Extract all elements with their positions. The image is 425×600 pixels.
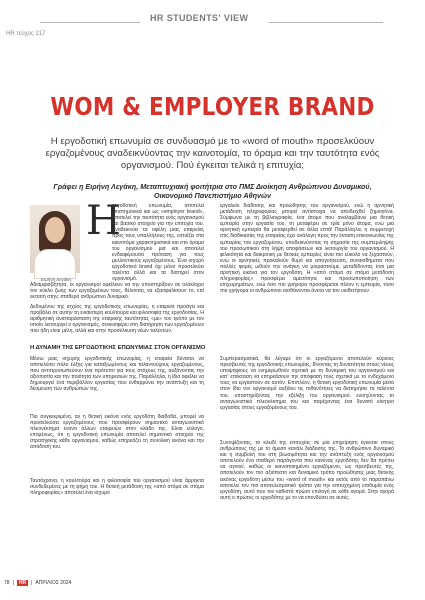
article-byline: Γράφει η Ειρήνη Λεγάκη, Μεταπτυχιακή φοιτήτρια στο ΠΜΣ Διοίκηση Ανθρώπινου Δυναμικού, Οικονομικό Πανεπιστήμιο Αθηνών [53, 182, 372, 200]
issue-number: HR τεύχος 217 [6, 31, 46, 37]
left-col-intro: εργοδοτική επωνυμία, αποτελεί επιστημονικά και ως «employer brand», αποτελεί την ταυτότητα ενός οργανισμού και βασικό στοιχείο για την επιτυχία του. Αναδεικνύει τα οφέλη μιας εταιρείας προς τους υπαλλήλους της, εστιάζει στα καινοτόμα χαρακτηριστικά και στο όραμα του οργανισμού μια και αποτελεί ενδιαφέρουσα πρόταση για τους μελλοντικούς εργαζομένους. Ένα ισχυρό εργοδοτικό brand όχι μόνο προσελκύει ταλέντα αλλά και τα διατηρεί στον οργανισμό. [112, 203, 204, 283]
article-lead: Η εργοδοτική επωνυμία σε συνδυασμό με το «word of mouth» προσελκύουν εργαζομένους αναδεικνύοντας την καινοτομία, το όραμα και την ταυτότητα ενός οργανισμού. Πού έγκειται τελικά η επιτυχία; [45, 136, 380, 171]
section-heading: Η ΔΥΝΑΜΗ ΤΗΣ ΕΡΓΟΔΟΤΙΚΗΣ ΕΠΩΝΥΜΙΑΣ ΣΤΟΝ ΟΡΓΑΝΙΣΜΟ [30, 345, 206, 351]
author-photo-shirt [34, 249, 76, 279]
left-col-para-4: Μέσω μιας ισχυρής εργοδοτικής επωνυμίας, η εταιρεία δύναται να αποτελέσει πόλο έλξης για καταξιωμένους και ταλαντούχους εργαζομένους, που αντιπροσωπεύουν ένα πρότυπο για τους στόχους της, αυξάνοντας την αξιοπιστία και την ποιότητα των υπηρεσιών της. Παράλληλα, η ίδια οφείλει να δημιουργεί ένα περιβάλλον εργασίας που ενθαρρύνει την ανάπτυξη και τη δέσμευση των ανθρώπων της. [30, 356, 204, 393]
left-col-para-6: Ταυτόχρονα, η κουλτούρα και η φιλοσοφία του οργανισμού είναι άρρηκτα συνδεδεμένες με τη φήμη του. Η θετική μετάδοση της «από στόμα σε στόμα πληροφορίας» αποτελεί ένα ισχυρό [30, 478, 204, 497]
right-col-para-3: Συνοψίζοντας, το κλειδί της επιτυχίας σε μία επιχείρηση έγκειται στους ανθρώπους της με το άμεσο κανάλι διάδοσης της. Το ανθρώπινο δυναμικό και η συμβολή του στη βιωσιμότητα και την ανάπτυξη ενός οργανισμού αποτελούν ένα σταθερό παράγοντα που κανένας εργοδότης δεν θα πρέπει να αγνοεί, καθώς οι ικανοποιημένοι εργαζόμενοι, ως πρεσβευτές της, αποτελούν τον πιο αξιόπιστο και δυναμικό τρόπο προώθησης μιας θετικής εικόνας εργοδότη μέσω του «word of mouth» και εκτός από το παραπάνω αποτελεί τον πιο αποτελεσματικό τρόπο για την επιτυχημένη επιθυμία ενός εργοδότη, αυτό που τον καθιστά πρώτο επιλογή σε κάθε αγορά. Στην αγορά αυτή ο πρώτος οι εργοδότης με το να επενδύσει σε αυτές. [220, 440, 394, 501]
section-tag: HR STUDENTS' VIEW [150, 13, 249, 23]
magazine-logo: HR [18, 580, 27, 586]
left-col-para-2: Αδιαμφισβήτητα, οι οργανισμοί οφείλουν να την υποστηρίξουν σε ολόκληρο τον κύκλο ζωής των εργαζομένων τους, θέλοντας να εξασφαλίσουν το, επί εκτασή στην, σταθερό ανθρώπινο δυναμικό. [30, 282, 204, 301]
author-photo [30, 205, 80, 273]
page-number: 78 [4, 580, 10, 586]
section-rule-left [40, 22, 140, 23]
author-photo-face [45, 217, 65, 243]
right-col-para-2: Συμπερασματικά, θα λέγαμε ότι οι εργαζόμενοι αποτελούν κύριους πρεσβευτές της εργοδοτικής επωνυμίας, δίνοντας τη δυνατότητα στους νέους υποψήφιους να ενημερωθούν σχετικά με τη δυναμική του οργανισμού και κατ' επέκταση να επηρεάσουν την απόφασή τους σχετικά με το ενδεχόμενο τους να εργαστούν σε αυτόν. Επιπλέον, η θετική εργοδοτική επωνυμία μέσα στον ίδιο τον οργανισμό αυξάνει τις πιθανότητες να διατηρήσει τα ταλέντα του, υποστηρίζοντας την εξέλιξη του οργανισμού, ενισχύοντας το ανταγωνιστικό πλεονέκτημα του και παρέχοντας ένα δυνατό κίνητρο εργασίας στους εργαζομένους του. [220, 356, 394, 411]
left-col-para-3: Δεδομένου της ισχύος της εργοδοτικής επωνυμίας, η εταιρεία προάγει και προβάλει σε αυτήν τη ενιαίοτερη κουλτούρα και φιλοσοφία της εργοδοσίας. Η αριθμητική αναπαράσταση της εταιρικής ταυτότητας «με» τον τρόπο με τον οποίο λειτουργεί ο οργανισμός, συνεισφέρει στη διατήρηση των εργαζομένων που ήδη είναι μέλη, αλλά και στην προσέλκυση νέων ταλέντων. [30, 304, 204, 335]
left-col-para-5: Πιο συγκεκριμένα, αν η θετική εικόνα ενός εργοδότη διαδοθεί, μπορεί να προσελκύσει εργαζομένους που προσφέρουν σημαντικό ανταγωνιστικό πλεονέκτημα έναντι άλλων εταιρειών στον κλάδο της. Είναι εύλογο, επομένως, ότι η εργοδοτική επωνυμία αποτελεί σημαντικό στοιχείο της στρατηγικής κάθε οργανισμού, καθώς επηρεάζει τη συνολική εικόνα και την απόδοσή του. [30, 414, 204, 451]
issue-date: ΑΠΡΙΛΙΟΣ 2024 [35, 580, 72, 586]
article-title: WOM & EMPLOYER BRAND [50, 92, 375, 121]
right-col-para-1: εργαλείο διάδοσης και προώθησης του οργανισμού, ενώ η αρνητική μετάδοση πληροφορίας μπορεί αντίστοιχα να αποδειχθεί ζημιογόνα. Σύμφωνα με τη βιβλιογραφία, ένα άτομο που αναλαμβάνει μια θετική εμπειρία στην εργασία του, τη μεταφέρει σε τρία μόνο άτομα, ενώ μια αρνητική εμπειρία θα μεταφερθεί σε άλλα επτά! Παράλληλα, η συμμετοχή στις διαδικασίες της εταιρείας έχει ανάλογη προς την έκταση επικοινωνίας της εμπειρίας του εργαζομένου, υποδεικνύοντας τη σημασία της συμπεριληψης του προσωπικού στη λήψη αποφάσεων και λειτουργία του οργανισμού. Η φιλικότητα και διακριτική με θετικές εμπειρίες είναι πιο εύκολο να ξεχαστούν, ενώ οι αρνητικές προκαλούν θυμό και απογοήτευση, συναισθήματα που πολλές φορές ωθούν την ανάγκη να μοιραστούμε, μεταδίδοντας έτσι μια αρνητική εικόνα για τον εργοδότη. Η «από στόμα σε στόμα μετάδοση πληροφορίας» προσφέρει αμεσότητα και προσωποποίηση των επιχειρημάτων, ενώ όσο πιο γρήγορα προσφέρεται πλέον η εμπειρία, τόσο πιο γρήγορα οι ανθρώπινοι αισθάνονται άνετα να τον υιοθετήσουν. [220, 203, 394, 295]
drop-cap: Η [86, 198, 121, 244]
page-footer: 78 | HR | ΑΠΡΙΛΙΟΣ 2024 [4, 580, 72, 586]
section-rule-right [269, 22, 383, 23]
photo-caption: Ειρήνη Λεγάκη [40, 277, 72, 282]
